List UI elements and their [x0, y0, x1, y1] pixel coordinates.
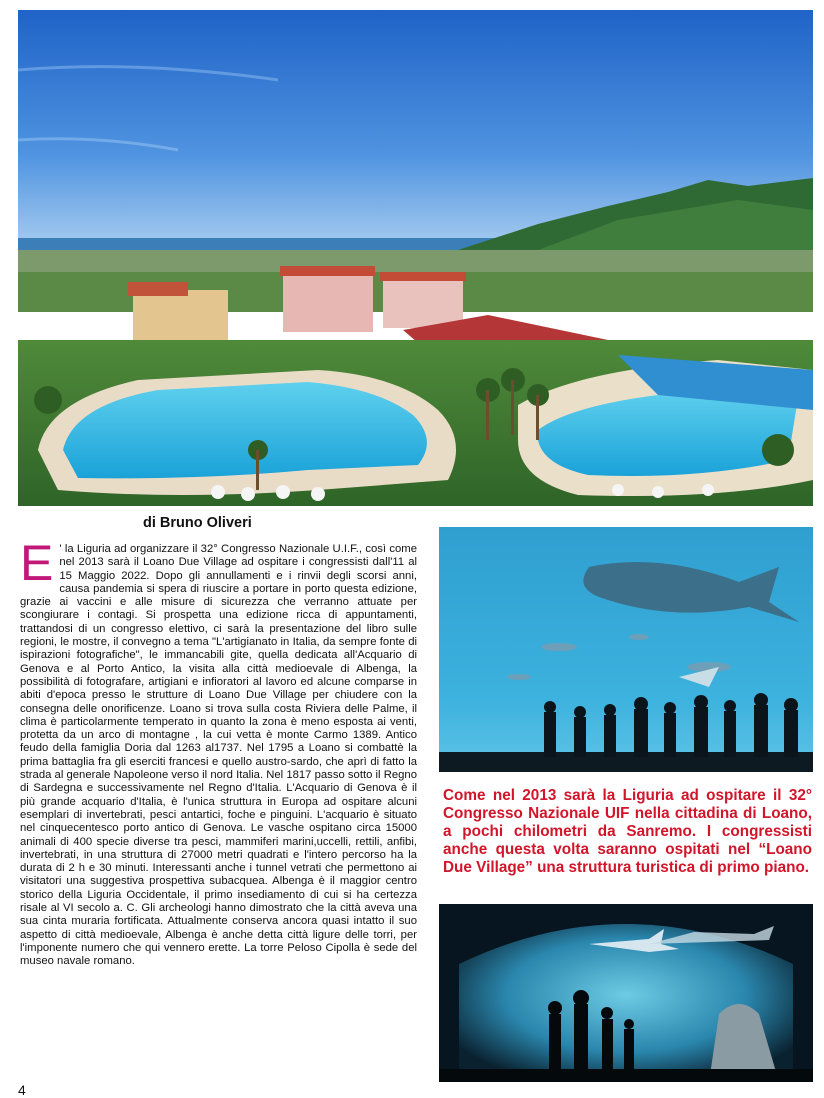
article-text: ' la Liguria ad organizzare il 32° Congresso Nazionale U.I.F., così come nel 2013 sarà il Loano Due Village ad ospitare i congressisti dall'11 al 15 Maggio 2022. Dopo gli annullamenti e i rinvii degli scorsi anni, causa pandemia si spera di riuscire a portare in porto questa edizione, grazie ai vaccini e alle misure di sicurezza che verranno attuate per scongiurare i contagi. Si prospetta una edizione ricca di appuntamenti, trattandosi di un congresso elettivo, ci sarà la presentazione del libro sulle regioni, le mostre, il convegno a tema "L'artigianato in Italia, da sempre fonte di ispirazioni fotografiche", le immancabili gite, quella dedicata all'Acquario di Genova e al Porto Antico, la visita alla città medioevale di Albenga, la possibilità di fotografare, artigiani e infioratori al lavoro ed alcune comparse in abiti d'epoca presso le strutture di Loano Due Village per chiudere con la consegna delle onorificenze. Loano si trova sulla costa Riviera delle Palme, il clima è particolarmente temperato in quanto la zona è meno esposta ai venti, protetta da un arco di montagne , la cui vetta è monte Carmo 1389. Antico feudo della famiglia Doria dal 1263 al1737. Nel 1795 a Loano si combattè la prima battaglia fra gli eserciti francesi e quello austro-sardo, che aprì di fatto la strada al generale Napoleone verso il nord Italia. Nel 1817 passo sotto il Regno di Sardegna e successivamente nel Regno d'Italia. L'Acquario di Genova è il più grande acquario d'Italia, è l'unica struttura in Europa ad ospitare alcuni esemplari di invertebrati, pesci antartici, foche e pinguini. L'acquario è situato nel cinquecentesco porto antico di Genova. Le vasche ospitano circa 15000 animali di 400 specie diverse tra pesci, mammiferi marini,uccelli, rettili, anfibi, invertebrati, in una struttura di 27000 metri quadrati e l'intero percorso ha la durata di 2 h e 30 minuti. Interessanti anche i tunnel vetrati che permettono ai visitatori una suggestiva prospettiva subacquea. Albenga è il maggior centro storico della Liguria Occidentale, il primo insediamento di cui si ha certezza risale al VI secolo a. C. Gli archeologi hanno dimostrato che la città aveva una sua cinta muraria fortificata. Attualmente conserva ancora quasi intatto il suo aspetto di città medioevale, Albenga è anche detta città ligure delle torri, per l'imponente numero che qui vennero erette. La torre Peloso Cipolla è sede del museo navale romano.: [20, 543, 417, 968]
article-body: [20, 535, 417, 969]
photo-aquarium-tunnel: [439, 904, 813, 1082]
photo-aquarium-shark: [439, 527, 813, 772]
drop-cap: E: [20, 535, 54, 591]
photo-caption: Come nel 2013 sarà la Liguria ad ospitare il 32° Congresso Nazionale UIF nella cittadina di Loano, a pochi chilometri da Sanremo. I congressisti anche questa volta saranno ospitati nel “Loano Due Village” una struttura turistica di primo piano.: [443, 787, 812, 876]
hero-photo-resort: [18, 10, 813, 506]
page-number: 4: [18, 1082, 26, 1098]
article-byline: di Bruno Oliveri: [143, 515, 252, 531]
